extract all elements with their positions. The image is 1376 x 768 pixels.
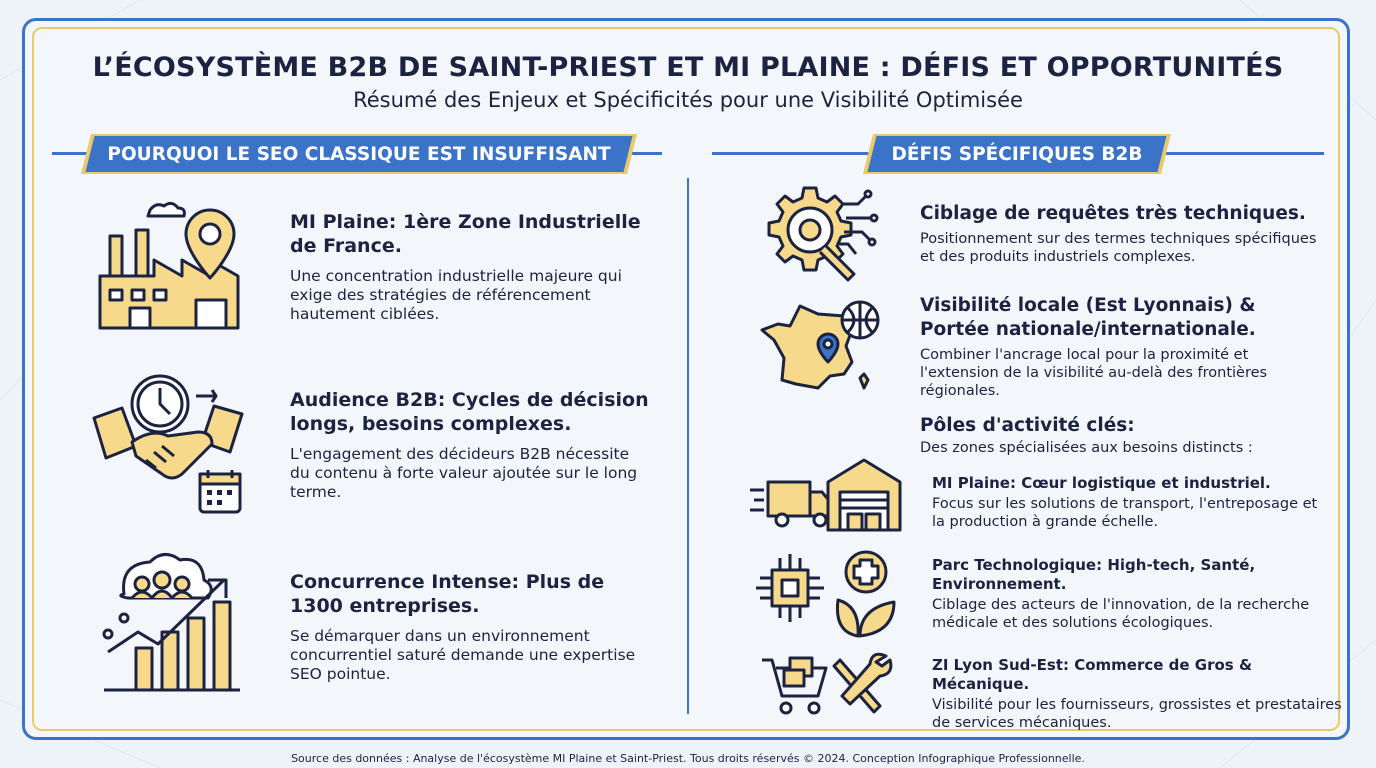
truck-warehouse-icon	[748, 456, 904, 532]
growth-chart-icon	[98, 552, 243, 694]
right-item-2	[920, 294, 1320, 400]
pole-1-text: Focus sur les solutions de transport, l'entreposage et la production à grande échelle.	[932, 496, 1318, 530]
pole-2-heading: Parc Technologique: High-tech, Santé, Environnement.	[932, 556, 1256, 593]
poles-section	[920, 414, 1320, 457]
chip-health-leaf-icon	[750, 548, 900, 640]
right-item-1	[920, 202, 1320, 266]
factory-pin-icon	[92, 200, 242, 330]
left-item-3-text: Se démarquer dans un environnement concurrentiel saturé demande une expertise SEO pointue.	[290, 627, 636, 683]
pole-2-text: Ciblage des acteurs de l'innovation, de la recherche médicale et des solutions écologiques.	[932, 597, 1310, 631]
left-item-2-heading: Audience B2B: Cycles de décision longs, besoins complexes.	[290, 389, 649, 435]
left-item-2-text: L'engagement des décideurs B2B nécessite du contenu à forte valeur ajoutée sur le long terme.	[290, 445, 638, 501]
pole-3	[932, 656, 1342, 732]
pole-3-heading: ZI Lyon Sud-Est: Commerce de Gros & Mécanique.	[932, 656, 1253, 693]
footer-source: Source des données : Analyse de l'écosystème MI Plaine et Saint-Priest. Tous droits réservés © 2024. Conception Infographique Professionnelle.	[291, 752, 1085, 765]
gear-search-icon	[760, 184, 882, 284]
right-item-1-text: Positionnement sur des termes techniques spécifiques et des produits industriels complexes.	[920, 231, 1317, 265]
left-section-banner	[90, 134, 628, 174]
left-item-1-text: Une concentration industrielle majeure qui exige des stratégies de référencement hautement ciblées.	[290, 267, 622, 323]
handshake-clock-icon	[92, 372, 244, 514]
left-item-3	[290, 570, 650, 684]
right-banner-label: DÉFIS SPÉCIFIQUES B2B	[891, 143, 1143, 165]
left-item-2	[290, 388, 650, 502]
poles-heading: Pôles d'activité clés:	[920, 415, 1135, 436]
right-item-1-heading: Ciblage de requêtes très techniques.	[920, 203, 1306, 224]
left-item-1-heading: MI Plaine: 1ère Zone Industrielle de France.	[290, 211, 641, 257]
right-item-2-text: Combiner l'ancrage local pour la proximité et l'extension de la visibilité au-delà des frontières régionales.	[920, 347, 1268, 399]
left-banner-label: POURQUOI LE SEO CLASSIQUE EST INSUFFISANT	[107, 143, 611, 165]
pole-1	[932, 474, 1332, 531]
france-globe-icon	[760, 296, 882, 400]
page-title: L’ÉCOSYSTÈME B2B DE SAINT-PRIEST ET MI PLAINE : DÉFIS ET OPPORTUNITÉS	[92, 52, 1284, 83]
pole-3-text: Visibilité pour les fournisseurs, grossistes et prestataires de services mécaniques.	[932, 697, 1342, 731]
column-divider	[687, 178, 689, 714]
cart-tools-icon	[760, 650, 896, 716]
left-item-3-heading: Concurrence Intense: Plus de 1300 entreprises.	[290, 571, 605, 617]
right-section-banner	[872, 134, 1162, 174]
pole-2	[932, 556, 1332, 632]
page-subtitle: Résumé des Enjeux et Spécificités pour une Visibilité Optimisée	[353, 88, 1023, 112]
poles-intro: Des zones spécialisées aux besoins distincts :	[920, 440, 1253, 456]
right-item-2-heading: Visibilité locale (Est Lyonnais) & Portée nationale/internationale.	[920, 295, 1256, 340]
left-item-1	[290, 210, 650, 324]
pole-1-heading: MI Plaine: Cœur logistique et industriel.	[932, 474, 1271, 492]
